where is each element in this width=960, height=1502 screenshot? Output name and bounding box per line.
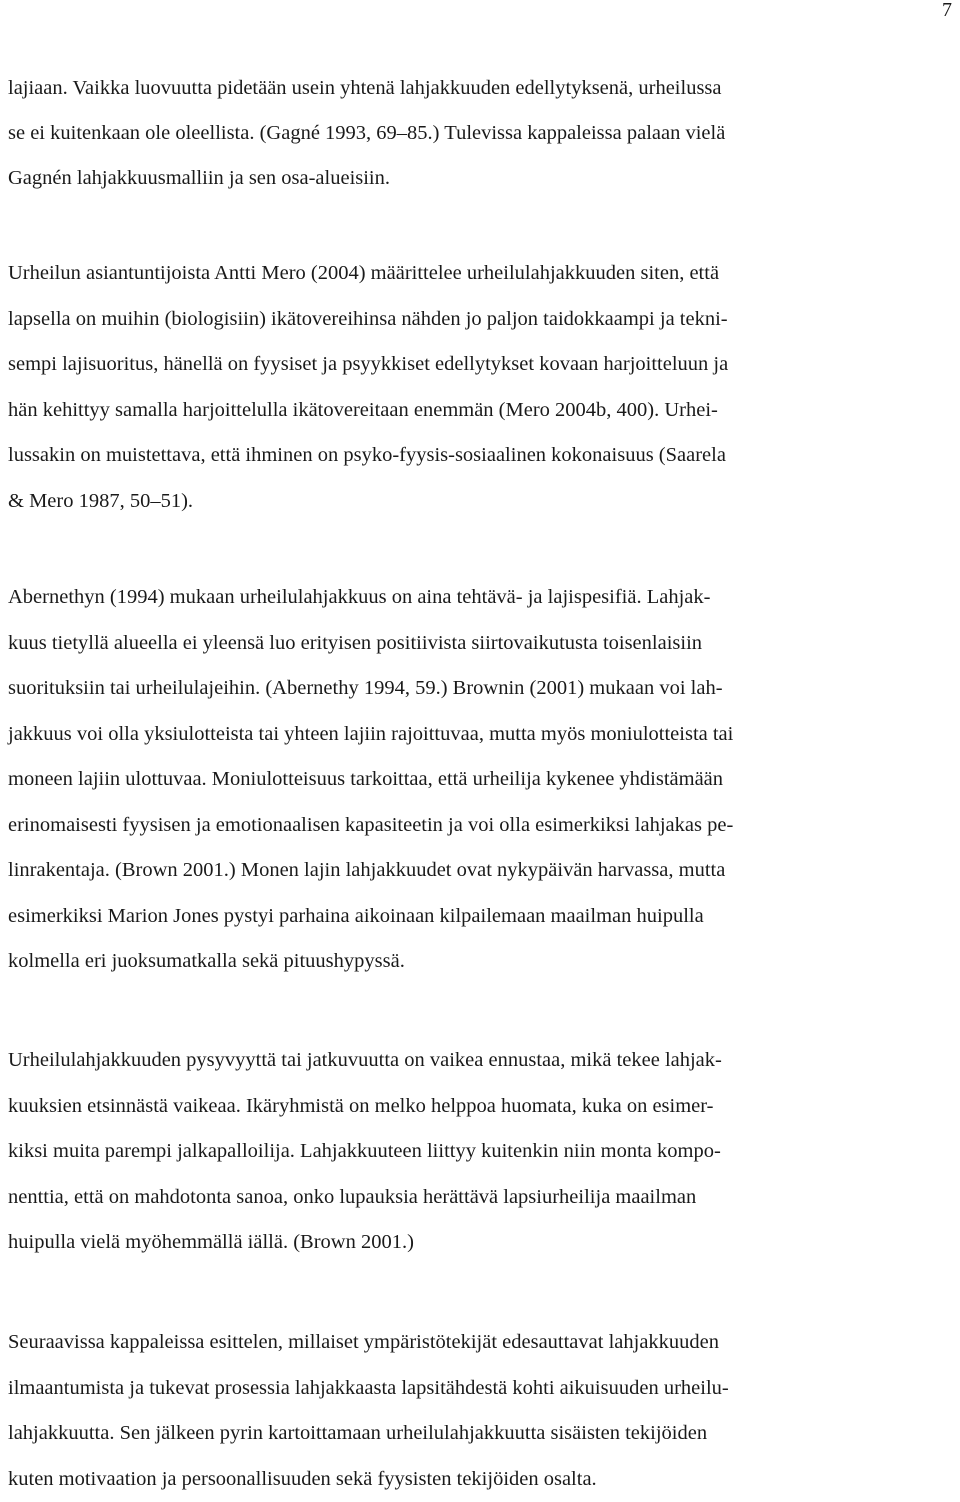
text-line: kiksi muita parempi jalkapalloilija. Lahjakkuuteen liittyy kuitenkin niin monta kompo- <box>8 1129 946 1175</box>
text-line: erinomaisesti fyysisen ja emotionaalisen kapasiteetin ja voi olla esimerkiksi lahjakas pe- <box>8 803 946 849</box>
text-line: lussakin on muistettava, että ihminen on psyko-fyysis-sosiaalinen kokonaisuus (Saarela <box>8 433 946 479</box>
text-line: Urheilulahjakkuuden pysyvyyttä tai jatkuvuutta on vaikea ennustaa, mikä tekee lahjak- <box>8 1038 946 1084</box>
text-line: Urheilun asiantuntijoista Antti Mero (2004) määrittelee urheilulahjakkuuden siten, että <box>8 251 946 297</box>
text-line: lahjakkuutta. Sen jälkeen pyrin kartoittamaan urheilulahjakkuutta sisäisten tekijöiden <box>8 1411 946 1457</box>
text-line: nenttia, että on mahdotonta sanoa, onko lupauksia herättävä lapsiurheilija maailman <box>8 1175 946 1221</box>
text-line: lajiaan. Vaikka luovuutta pidetään usein yhtenä lahjakkuuden edellytyksenä, urheilussa <box>8 66 946 111</box>
text-line: moneen lajiin ulottuvaa. Moniulotteisuus tarkoittaa, että urheilija kykenee yhdistämään <box>8 757 946 803</box>
text-line: lapsella on muihin (biologisiin) ikätovereihinsa nähden jo paljon taidokkaampi ja tekni- <box>8 297 946 343</box>
text-line: linrakentaja. (Brown 2001.) Monen lajin lahjakkuudet ovat nykypäivän harvassa, mutta <box>8 848 946 894</box>
text-line: hän kehittyy samalla harjoittelulla ikätovereitaan enemmän (Mero 2004b, 400). Urhei- <box>8 388 946 434</box>
paragraph-2 <box>8 251 946 524</box>
paragraph-3 <box>8 575 946 985</box>
text-line: suorituksiin tai urheilulajeihin. (Abernethy 1994, 59.) Brownin (2001) mukaan voi lah- <box>8 666 946 712</box>
paragraph-5 <box>8 1320 946 1502</box>
page-number: 7 <box>942 0 952 20</box>
text-line: kuus tietyllä alueella ei yleensä luo erityisen positiivista siirtovaikutusta toisenlaisiin <box>8 621 946 667</box>
paragraph-4 <box>8 1038 946 1266</box>
text-line: ilmaantumista ja tukevat prosessia lahjakkaasta lapsitähdestä kohti aikuisuuden urheilu- <box>8 1366 946 1412</box>
text-line: Seuraavissa kappaleissa esittelen, millaiset ympäristötekijät edesauttavat lahjakkuuden <box>8 1320 946 1366</box>
text-line: esimerkiksi Marion Jones pystyi parhaina aikoinaan kilpailemaan maailman huipulla <box>8 894 946 940</box>
text-line: jakkuus voi olla yksiulotteista tai yhteen lajiin rajoittuvaa, mutta myös moniulotteista tai <box>8 712 946 758</box>
paragraph-1 <box>8 66 946 201</box>
text-line: & Mero 1987, 50–51). <box>8 479 946 525</box>
text-line: kuten motivaation ja persoonallisuuden sekä fyysisten tekijöiden osalta. <box>8 1457 946 1502</box>
text-line: Abernethyn (1994) mukaan urheilulahjakkuus on aina tehtävä- ja lajispesifiä. Lahjak- <box>8 575 946 621</box>
text-line: sempi lajisuoritus, hänellä on fyysiset ja psyykkiset edellytykset kovaan harjoitteluun ja <box>8 342 946 388</box>
text-line: kuuksien etsinnästä vaikeaa. Ikäryhmistä on melko helppoa huomata, kuka on esimer- <box>8 1084 946 1130</box>
text-line: Gagnén lahjakkuusmalliin ja sen osa-alueisiin. <box>8 156 946 201</box>
text-line: huipulla vielä myöhemmällä iällä. (Brown 2001.) <box>8 1220 946 1266</box>
text-line: kolmella eri juoksumatkalla sekä pituushypyssä. <box>8 939 946 985</box>
text-line: se ei kuitenkaan ole oleellista. (Gagné 1993, 69–85.) Tulevissa kappaleissa palaan vielä <box>8 111 946 156</box>
